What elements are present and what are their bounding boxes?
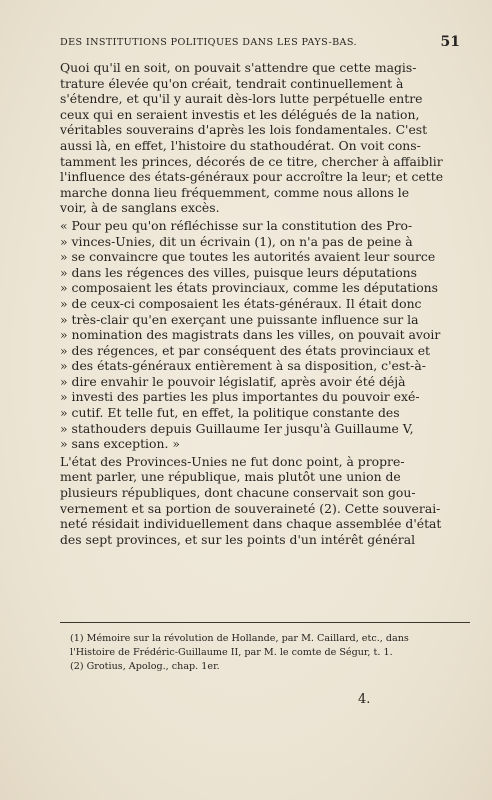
text-line: » stathouders depuis Guillaume Ier jusqu'à Guillaume V, bbox=[60, 420, 414, 436]
text-line: » composaient les états provinciaux, comme les députations bbox=[60, 280, 439, 296]
text-line: » des états-généraux entièrement à sa disposition, c'est-à- bbox=[60, 358, 426, 374]
text-line: » nomination des magistrats dans les villes, on pouvait avoir bbox=[60, 327, 441, 343]
footnote-line: (2) Grotius, Apolog., chap. 1er. bbox=[70, 661, 220, 672]
quoted-paragraph bbox=[60, 218, 470, 452]
text-line: » se convaincre que toutes les autorités avaient leur source bbox=[60, 249, 436, 265]
page-number: 51 bbox=[440, 34, 460, 50]
running-title: DES INSTITUTIONS POLITIQUES DANS LES PAYS-BAS. bbox=[60, 37, 357, 48]
text-line: neté résidait individuellement dans chaque assemblée d'état bbox=[60, 516, 442, 532]
text-line: ment parler, une république, mais plutôt une union de bbox=[60, 469, 401, 485]
text-line: « Pour peu qu'on réfléchisse sur la constitution des Pro- bbox=[60, 217, 413, 233]
paragraph bbox=[60, 454, 470, 548]
text-line: ceux qui en seraient investis et les délégués de la nation, bbox=[60, 106, 420, 122]
text-line: » cutif. Et telle fut, en effet, la politique constante des bbox=[60, 405, 400, 421]
footnote-line: l'Histoire de Frédéric-Guillaume II, par M. le comte de Ségur, t. 1. bbox=[70, 647, 393, 658]
text-line: Quoi qu'il en soit, on pouvait s'attendre que cette magis- bbox=[60, 60, 417, 75]
text-line: » des régences, et par conséquent des états provinciaux et bbox=[60, 342, 431, 358]
text-line: s'étendre, et qu'il y aurait dès-lors lutte perpétuelle entre bbox=[60, 91, 423, 107]
text-line: » vinces-Unies, dit un écrivain (1), on n'a pas de peine à bbox=[60, 233, 413, 249]
text-line: aussi là, en effet, l'histoire du stathoudérat. On voit cons- bbox=[60, 137, 421, 153]
paragraph bbox=[60, 60, 470, 216]
text-line: » sans exception. » bbox=[60, 436, 180, 452]
text-line: L'état des Provinces-Unies ne fut donc point, à propre- bbox=[60, 453, 405, 469]
text-line: des sept provinces, et sur les points d'un intérêt général bbox=[60, 531, 416, 547]
footnote-divider bbox=[60, 622, 470, 623]
text-line: » investi des parties les plus importantes du pouvoir exé- bbox=[60, 389, 420, 405]
footnote-line: (1) Mémoire sur la révolution de Hollande, par M. Caillard, etc., dans bbox=[70, 633, 409, 644]
text-line: voir, à de sanglans excès. bbox=[60, 200, 220, 216]
text-line: plusieurs républiques, dont chacune conservait son gou- bbox=[60, 485, 416, 501]
text-line: » de ceux-ci composaient les états-généraux. Il était donc bbox=[60, 295, 422, 311]
text-line: marche donna lieu fréquemment, comme nous allons le bbox=[60, 184, 410, 200]
text-line: vernement et sa portion de souveraineté (2). Cette souverai- bbox=[60, 500, 441, 516]
text-line: » dire envahir le pouvoir législatif, après avoir été déjà bbox=[60, 373, 406, 389]
text-line: véritables souverains d'après les lois fondamentales. C'est bbox=[60, 122, 428, 138]
text-line: » dans les régences des villes, puisque leurs députations bbox=[60, 264, 417, 280]
body-text bbox=[60, 60, 470, 547]
signature-mark: 4. bbox=[358, 692, 371, 707]
text-line: trature élevée qu'on créait, tendrait continuellement à bbox=[60, 75, 404, 91]
text-line: tamment les princes, décorés de ce titre, chercher à affaiblir bbox=[60, 153, 443, 169]
running-head bbox=[60, 34, 460, 54]
text-line: » très-clair qu'en exerçant une puissante influence sur la bbox=[60, 311, 419, 327]
text-line: l'influence des états-généraux pour accroître la leur; et cette bbox=[60, 169, 444, 185]
footnotes bbox=[70, 632, 470, 674]
